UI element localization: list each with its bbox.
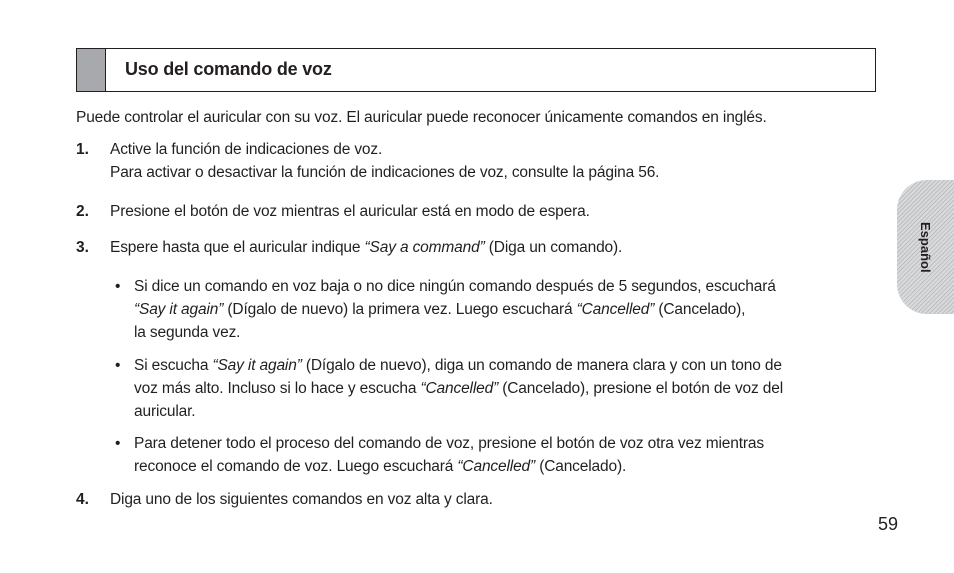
step-1-line-2: Para activar o desactivar la función de indicaciones de voz, consulte la página 56. (110, 164, 660, 181)
bullet-3-line-2-text-2: (Cancelado). (535, 458, 627, 475)
step-3-text-after: (Diga un comando). (484, 239, 623, 256)
language-tab-label: Español (918, 221, 933, 273)
bullet-1-quote-1: “Say it again” (134, 301, 224, 318)
section-title: Uso del comando de voz (125, 59, 332, 79)
bullet-1-line-2-text-1: (Dígalo de nuevo) la primera vez. Luego escuchará (223, 301, 577, 318)
bullet-3-line-1: Para detener todo el proceso del comando de voz, presione el botón de voz otra vez mientras (134, 435, 764, 452)
bullet-2-line-1-text-2: (Dígalo de nuevo), diga un comando de manera clara y con un tono de (301, 357, 782, 374)
bullet-1-line-3: la segunda vez. (134, 324, 241, 341)
step-2-text: Presione el botón de voz mientras el auricular está en modo de espera. (110, 203, 590, 220)
step-3-number: 3. (76, 239, 89, 256)
step-3-text-before: Espere hasta que el auricular indique (110, 239, 365, 256)
section-heading-box (76, 48, 876, 92)
bullet-3-quote-1: “Cancelled” (457, 458, 536, 475)
bullet-2-line-2-text-1: voz más alto. Incluso si lo hace y escucha (134, 380, 421, 397)
page-number: 59 (878, 514, 899, 534)
bullet-2-line-3: auricular. (134, 403, 196, 420)
bullet-3-symbol: • (115, 435, 121, 452)
intro-paragraph: Puede controlar el auricular con su voz. El auricular puede reconocer únicamente comandos en inglés. (76, 109, 767, 126)
step-3-quote: “Say a command” (364, 239, 485, 256)
bullet-1-line-2 (134, 298, 745, 321)
bullet-1-line-1: Si dice un comando en voz baja o no dice ningún comando después de 5 segundos, escuchará (134, 278, 776, 295)
heading-accent-bar (77, 49, 106, 91)
bullet-2-line-1-text-1: Si escucha (134, 357, 213, 374)
bullet-3-line-2-text-1: reconoce el comando de voz. Luego escuchará (134, 458, 458, 475)
bullet-1-quote-2: “Cancelled” (576, 301, 655, 318)
bullet-2-line-2-text-2: (Cancelado), presione el botón de voz del (498, 380, 784, 397)
bullet-1-symbol: • (115, 278, 121, 295)
bullet-2-line-2 (134, 377, 783, 400)
step-3-text (110, 236, 622, 259)
bullet-2-line-1 (134, 354, 782, 377)
bullet-2-symbol: • (115, 357, 121, 374)
bullet-2-quote-2: “Cancelled” (420, 380, 499, 397)
bullet-2-quote-1: “Say it again” (212, 357, 302, 374)
step-1-line-1: Active la función de indicaciones de voz. (110, 141, 383, 158)
step-4-number: 4. (76, 491, 89, 508)
step-1-number: 1. (76, 141, 89, 158)
bullet-1-line-2-text-2: (Cancelado), (654, 301, 746, 318)
bullet-3-line-2 (134, 455, 626, 478)
step-2-number: 2. (76, 203, 89, 220)
step-4-text: Diga uno de los siguientes comandos en voz alta y clara. (110, 491, 493, 508)
